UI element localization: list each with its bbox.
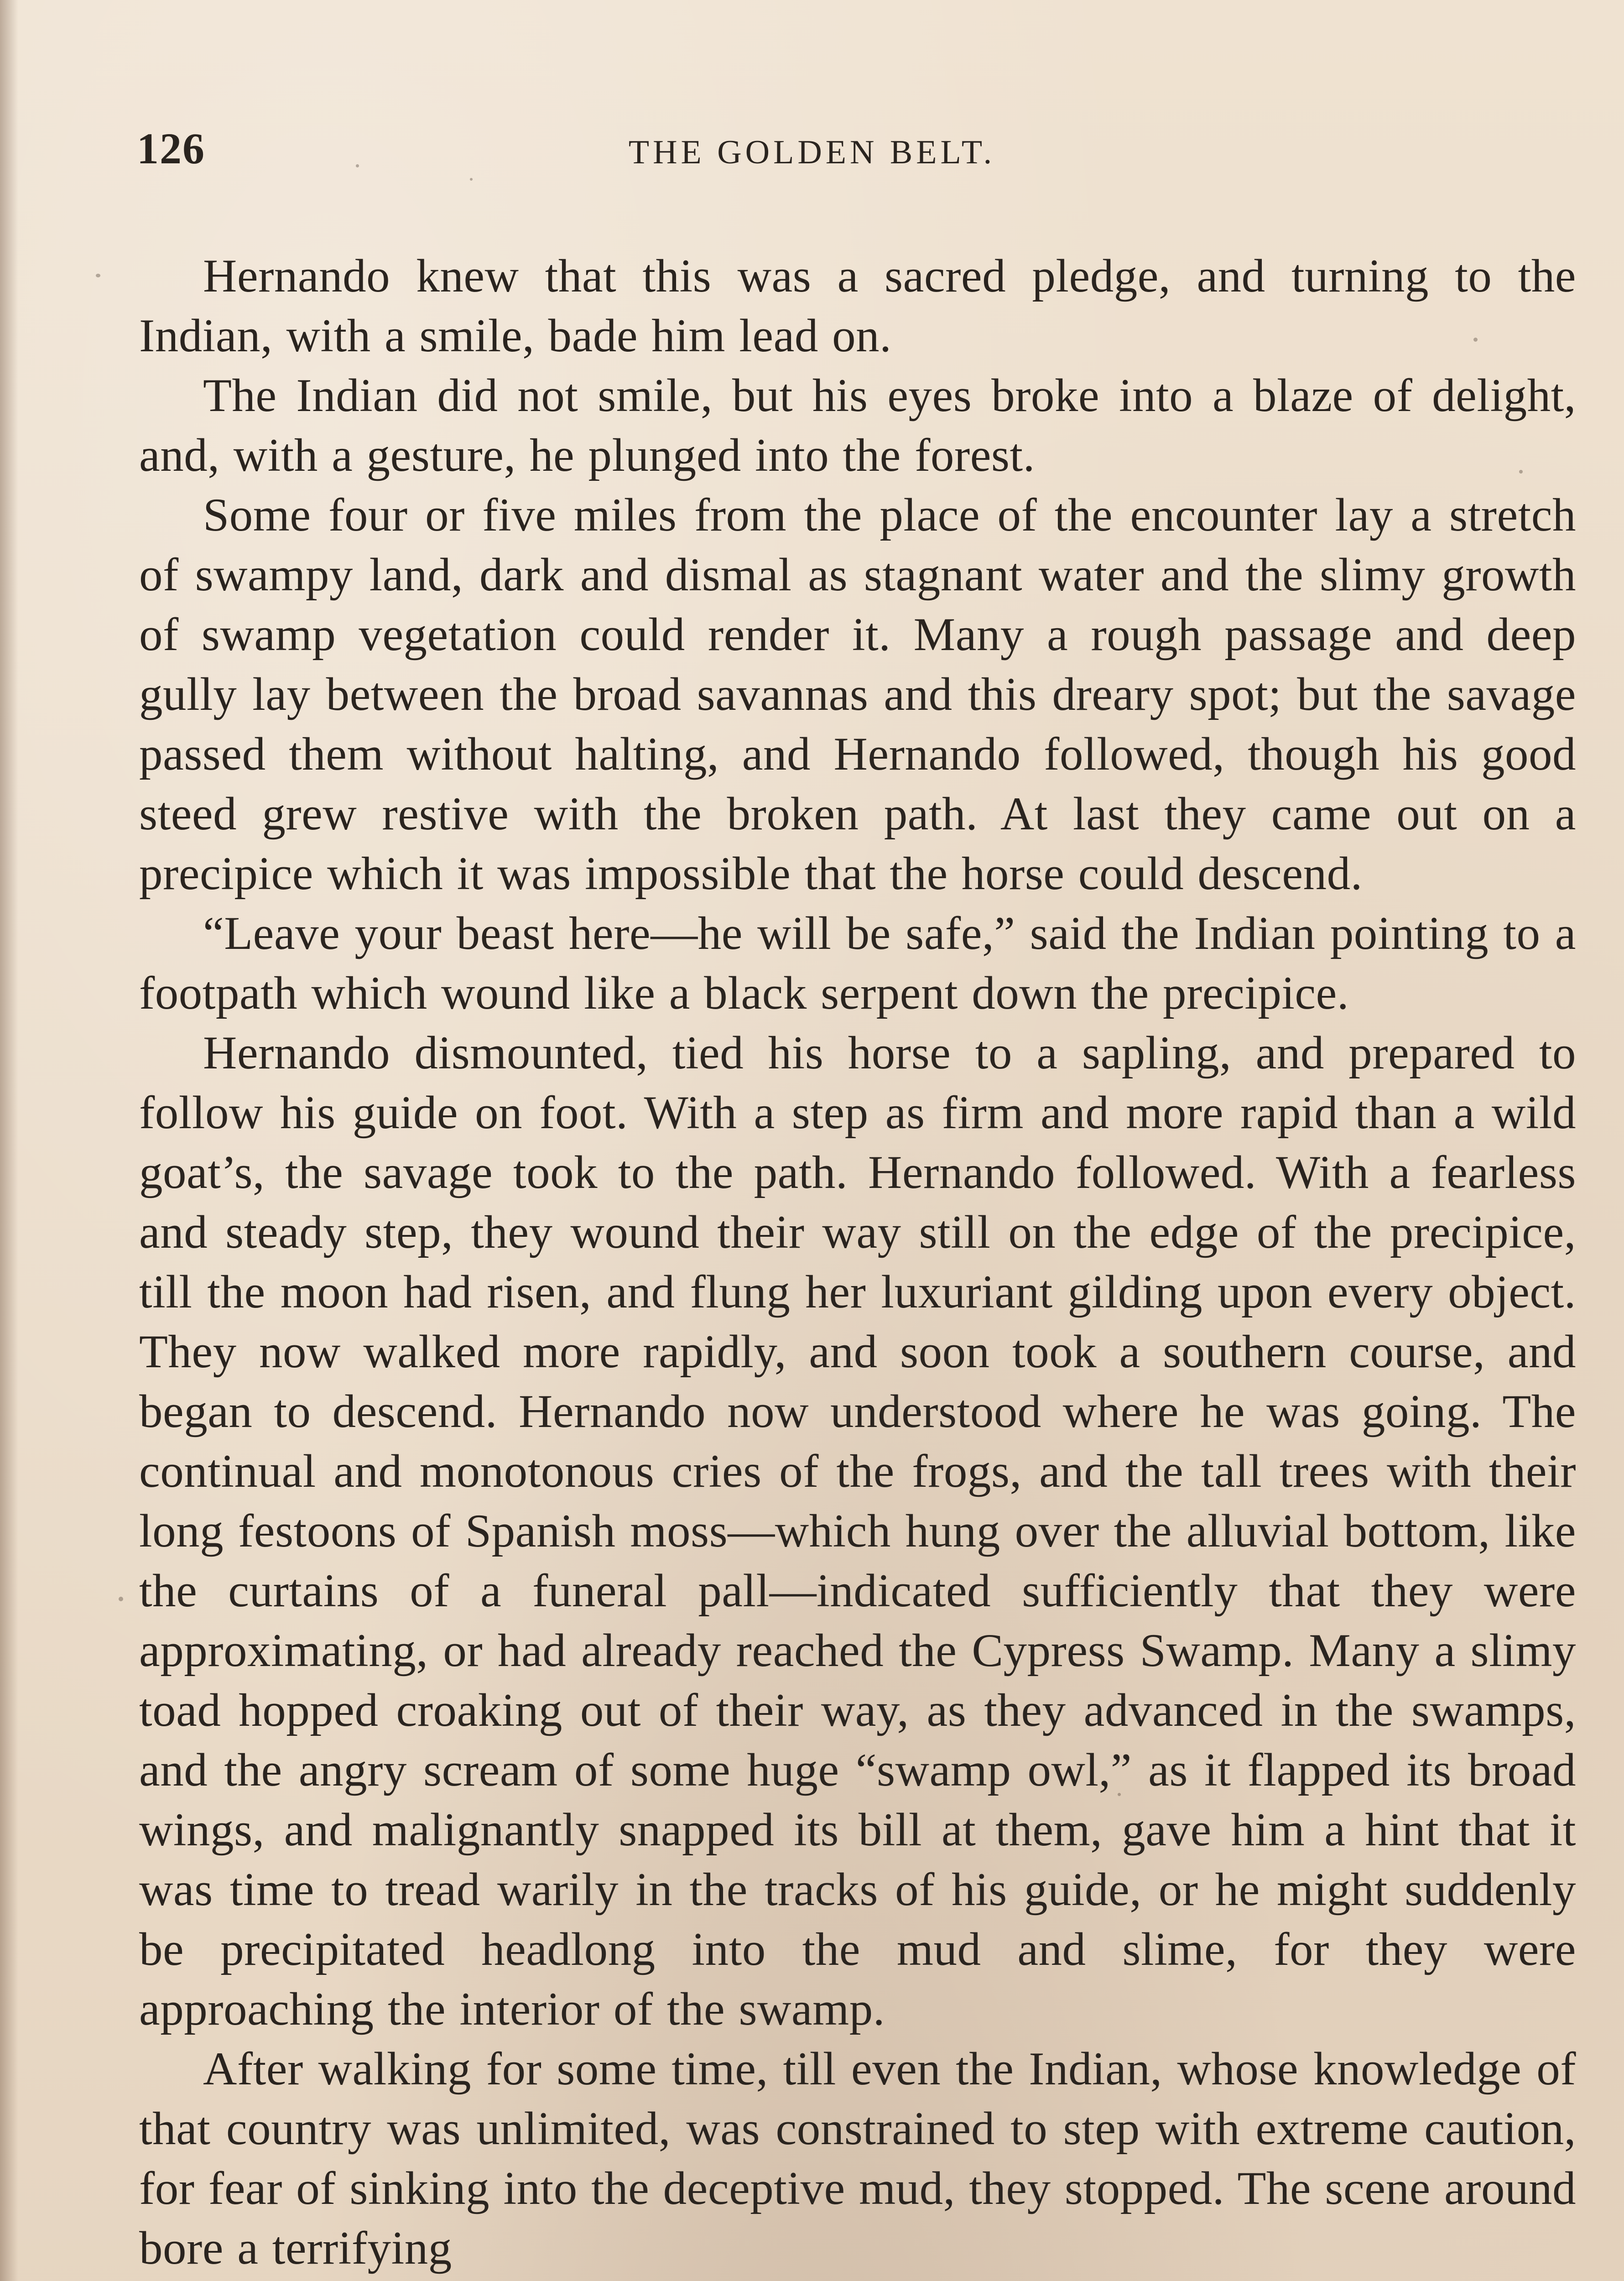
- paragraph: “Leave your beast here—he will be safe,” said the Indian pointing to a footpath which wound like a black serpent down the precipice.: [139, 907, 1576, 1019]
- paragraph: After walking for some time, till even the Indian, whose knowledge of that country was unlimited, was constrained to step with extreme caution, for fear of sinking into the deceptive mud, they stopped. The scene around bore a terrifying: [139, 2043, 1576, 2274]
- page-header: [0, 123, 1624, 178]
- paper-speck: [96, 274, 100, 277]
- paragraph: The Indian did not smile, but his eyes broke into a blaze of delight, and, with a gesture, he plunged into the forest.: [139, 370, 1576, 481]
- paragraph: Some four or five miles from the place of the encounter lay a stretch of swampy land, dark and dismal as stagnant water and the slimy growth of swamp vegetation could render it. Many a rough passage and deep gully lay between the broad savannas and this dreary spot; but the savage passed them without halting, and Hernando followed, though his good steed grew restive with the broken path. At last they came out on a precipice which it was impossible that the horse could descend.: [139, 489, 1576, 900]
- paper-speck: [470, 178, 473, 181]
- page-number: 126: [137, 124, 205, 173]
- body-text: [139, 246, 1576, 2278]
- paper-speck: [119, 1597, 123, 1601]
- page-edge-shadow-left: [0, 0, 18, 2281]
- paragraph: Hernando knew that this was a sacred pledge, and turning to the Indian, with a smile, bade him lead on.: [139, 250, 1576, 362]
- paragraph: Hernando dismounted, tied his horse to a sapling, and prepared to follow his guide on foot. With a step as firm and more rapid than a wild goat’s, the savage took to the path. Hernando followed. With a fearless and steady step, they wound their way still on the edge of the precipice, till the moon had risen, and flung her luxuriant gilding upon every object. They now walked more rapidly, and soon took a southern course, and began to descend. Hernando now understood where he was going. The continual and monotonous cries of the frogs, and the tall trees with their long festoons of Spanish moss—which hung over the alluvial bottom, like the curtains of a funeral pall—indicated sufficiently that they were approximating, or had already reached the Cypress Swamp. Many a slimy toad hopped croaking out of their way, as they advanced in the swamps, and the angry scream of some huge “swamp owl,” as it flapped its broad wings, and malignantly snapped its bill at them, gave him a hint that it was time to tread warily in the tracks of his guide, or he might suddenly be precipitated headlong into the mud and slime, for they were approaching the interior of the swamp.: [139, 1027, 1576, 2035]
- running-head: THE GOLDEN BELT.: [628, 134, 996, 171]
